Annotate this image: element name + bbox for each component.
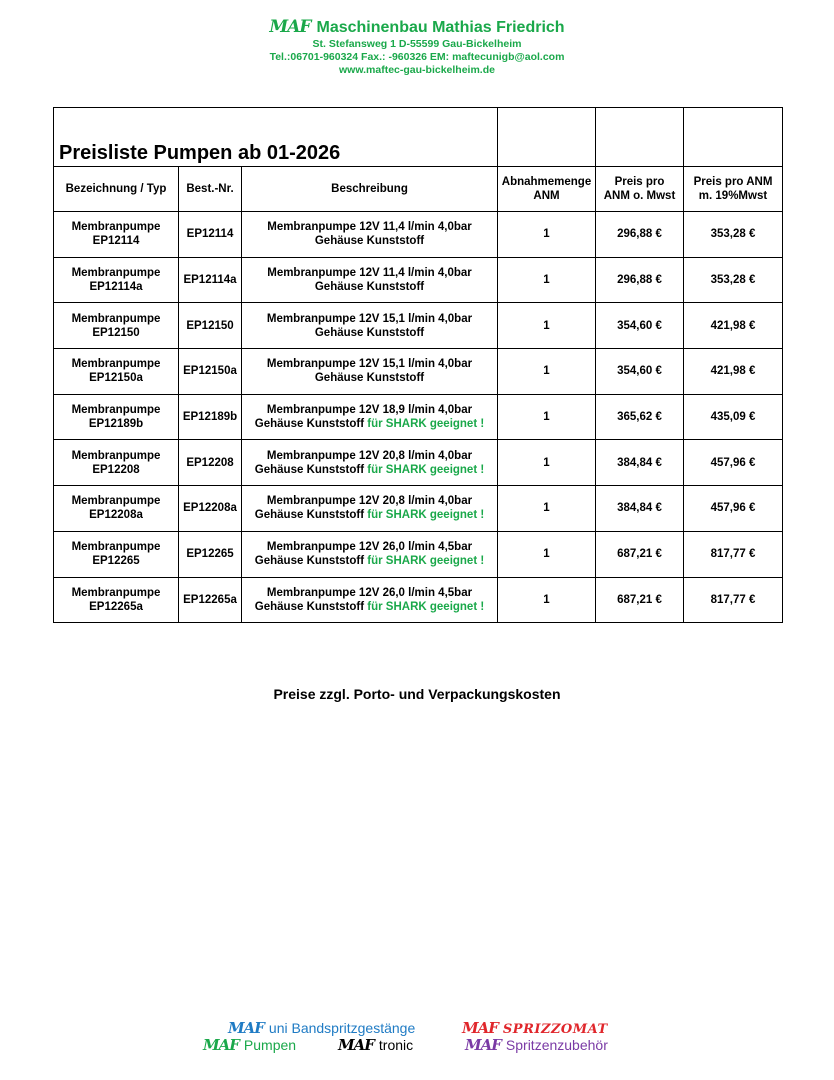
cell-net-price: 687,21 €	[596, 531, 684, 577]
cell-order-no: EP12189b	[179, 394, 242, 440]
cell-order-no: EP12150a	[179, 349, 242, 395]
col-header-name: Bezeichnung / Typ	[54, 167, 179, 212]
cell-gross-price: 435,09 €	[684, 394, 783, 440]
cell-description: Membranpumpe 12V 20,8 l/min 4,0bar Gehäuse Kunststoff für SHARK geeignet !	[242, 440, 498, 486]
maf-logo: MAF	[462, 1019, 498, 1037]
cell-description: Membranpumpe 12V 11,4 l/min 4,0bar Gehäuse Kunststoff	[242, 212, 498, 258]
maf-logo: MAF	[269, 17, 311, 37]
brand-tronic	[338, 1036, 413, 1054]
brand-label: SPRIZZOMAT	[502, 1022, 608, 1037]
shark-note: für SHARK geeignet !	[367, 555, 485, 568]
cell-net-price: 296,88 €	[596, 212, 684, 258]
price-table	[53, 107, 783, 623]
cell-gross-price: 457,96 €	[684, 440, 783, 486]
company-address: St. Stefansweg 1 D-55599 Gau-Bickelheim	[312, 38, 522, 50]
letterhead	[0, 16, 834, 77]
maf-logo: MAF	[338, 1036, 374, 1054]
cell-gross-price: 817,77 €	[684, 577, 783, 623]
shark-note: für SHARK geeignet !	[367, 509, 485, 522]
cell-gross-price: 353,28 €	[684, 257, 783, 303]
cell-name: Membranpumpe EP12150a	[54, 349, 179, 395]
maf-logo: MAF	[228, 1019, 264, 1037]
col-header-description: Beschreibung	[242, 167, 498, 212]
table-row	[54, 531, 783, 577]
cell-quantity: 1	[498, 394, 596, 440]
company-line	[0, 16, 834, 38]
table-row	[54, 440, 783, 486]
cell-order-no: EP12150	[179, 303, 242, 349]
cell-order-no: EP12265a	[179, 577, 242, 623]
cell-quantity: 1	[498, 440, 596, 486]
cell-gross-price: 817,77 €	[684, 531, 783, 577]
cell-name: Membranpumpe EP12208a	[54, 486, 179, 532]
cell-quantity: 1	[498, 257, 596, 303]
cell-order-no: EP12208a	[179, 486, 242, 532]
table-row	[54, 303, 783, 349]
brand-spritzenzubehoer	[465, 1036, 608, 1054]
brand-footer	[0, 1018, 834, 1058]
brand-label: uni Bandspritzgestänge	[268, 1020, 416, 1036]
cell-name: Membranpumpe EP12114	[54, 212, 179, 258]
cell-net-price: 296,88 €	[596, 257, 684, 303]
table-row	[54, 577, 783, 623]
col-header-net-price: Preis pro ANM o. Mwst	[596, 167, 684, 212]
cell-quantity: 1	[498, 212, 596, 258]
cell-name: Membranpumpe EP12114a	[54, 257, 179, 303]
empty-cell	[596, 108, 684, 167]
col-header-quantity: Abnahmemenge ANM	[498, 167, 596, 212]
cell-quantity: 1	[498, 303, 596, 349]
cell-description: Membranpumpe 12V 18,9 l/min 4,0bar Gehäuse Kunststoff für SHARK geeignet !	[242, 394, 498, 440]
brand-label: Pumpen	[243, 1037, 297, 1053]
cell-quantity: 1	[498, 349, 596, 395]
shark-note: für SHARK geeignet !	[367, 600, 485, 613]
cell-description: Membranpumpe 12V 15,1 l/min 4,0bar Gehäuse Kunststoff	[242, 303, 498, 349]
header-row	[54, 167, 783, 212]
table-row	[54, 486, 783, 532]
cell-quantity: 1	[498, 486, 596, 532]
cell-quantity: 1	[498, 577, 596, 623]
cell-gross-price: 353,28 €	[684, 212, 783, 258]
cell-net-price: 354,60 €	[596, 303, 684, 349]
col-header-order-no: Best.-Nr.	[179, 167, 242, 212]
maf-logo: MAF	[203, 1036, 239, 1054]
cell-gross-price: 421,98 €	[684, 303, 783, 349]
shark-note: für SHARK geeignet !	[367, 463, 485, 476]
cell-net-price: 384,84 €	[596, 486, 684, 532]
cell-net-price: 384,84 €	[596, 440, 684, 486]
table-row	[54, 349, 783, 395]
cell-order-no: EP12114a	[179, 257, 242, 303]
brand-uni	[228, 1019, 415, 1037]
cell-description: Membranpumpe 12V 11,4 l/min 4,0bar Gehäuse Kunststoff	[242, 257, 498, 303]
cell-name: Membranpumpe EP12150	[54, 303, 179, 349]
cell-name: Membranpumpe EP12208	[54, 440, 179, 486]
company-website: www.maftec-gau-bickelheim.de	[339, 64, 495, 76]
cell-order-no: EP12208	[179, 440, 242, 486]
brand-label: tronic	[378, 1037, 414, 1053]
table-row	[54, 394, 783, 440]
maf-logo: MAF	[465, 1036, 501, 1054]
company-contact: Tel.:06701-960324 Fax.: -960326 EM: maftecunigb@aol.com	[269, 51, 565, 63]
cell-description: Membranpumpe 12V 26,0 l/min 4,5bar Gehäuse Kunststoff für SHARK geeignet !	[242, 577, 498, 623]
cell-net-price: 687,21 €	[596, 577, 684, 623]
brand-pumpen	[203, 1036, 296, 1054]
shark-note: für SHARK geeignet !	[367, 418, 485, 431]
cell-order-no: EP12265	[179, 531, 242, 577]
cell-net-price: 354,60 €	[596, 349, 684, 395]
cell-description: Membranpumpe 12V 26,0 l/min 4,5bar Gehäuse Kunststoff für SHARK geeignet !	[242, 531, 498, 577]
empty-cell	[684, 108, 783, 167]
table-row	[54, 257, 783, 303]
cell-name: Membranpumpe EP12265	[54, 531, 179, 577]
cell-order-no: EP12114	[179, 212, 242, 258]
cell-net-price: 365,62 €	[596, 394, 684, 440]
brand-label: Spritzenzubehör	[505, 1037, 608, 1053]
cell-name: Membranpumpe EP12189b	[54, 394, 179, 440]
cell-name: Membranpumpe EP12265a	[54, 577, 179, 623]
shipping-note: Preise zzgl. Porto- und Verpackungskosten	[273, 686, 561, 702]
company-name: Maschinenbau Mathias Friedrich	[316, 19, 565, 36]
cell-description: Membranpumpe 12V 15,1 l/min 4,0bar Gehäuse Kunststoff	[242, 349, 498, 395]
table-row	[54, 212, 783, 258]
cell-gross-price: 457,96 €	[684, 486, 783, 532]
cell-gross-price: 421,98 €	[684, 349, 783, 395]
title-row	[54, 108, 783, 167]
empty-cell	[498, 108, 596, 167]
cell-quantity: 1	[498, 531, 596, 577]
price-list-title: Preisliste Pumpen ab 01-2026	[54, 108, 498, 167]
cell-description: Membranpumpe 12V 20,8 l/min 4,0bar Gehäuse Kunststoff für SHARK geeignet !	[242, 486, 498, 532]
col-header-gross-price: Preis pro ANM m. 19%Mwst	[684, 167, 783, 212]
